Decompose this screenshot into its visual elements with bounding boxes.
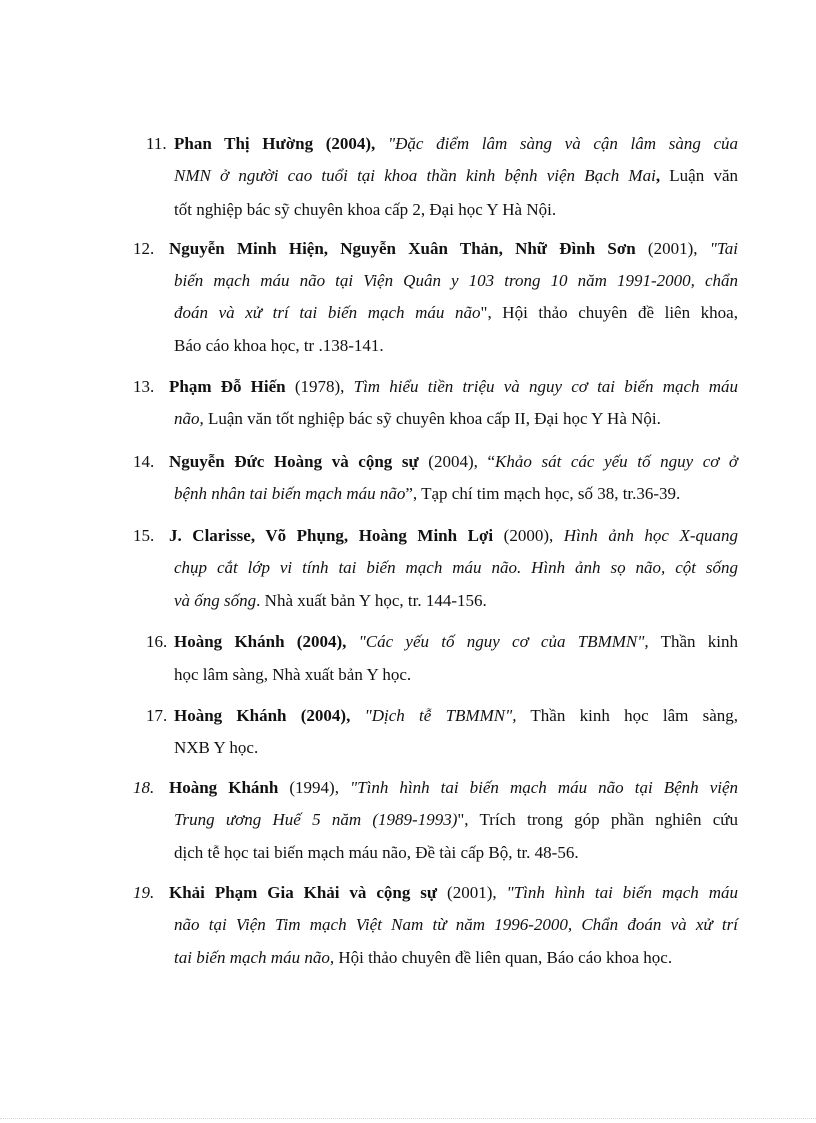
reference-line (174, 631, 738, 653)
reference-authors: Hoàng Khánh (2004), (174, 632, 347, 651)
reference-authors: Nguyễn Minh Hiện, Nguyễn Xuân Thản, Nhữ Đình Sơn (169, 239, 636, 258)
reference-line (174, 842, 579, 864)
reference-title: "Các yếu tố nguy cơ của TBMMN", (358, 632, 649, 651)
reference-title: "Đặc điểm lâm sàng và cận lâm sàng của (387, 134, 739, 153)
reference-number: 17. (146, 706, 168, 725)
reference-line (174, 557, 738, 579)
reference-punct: , (655, 166, 661, 185)
reference-year: (2001), (437, 883, 507, 902)
reference-title: bệnh nhân tai biến mạch máu não (174, 484, 406, 503)
reference-line (169, 525, 738, 547)
reference-line (169, 451, 738, 473)
reference-title: "Dịch tễ TBMMN", (364, 706, 517, 725)
reference-authors: Nguyễn Đức Hoàng và cộng sự (169, 452, 419, 471)
reference-title: NMN ở người cao tuổi tại khoa thần kinh bệnh viện Bạch Mai (174, 166, 656, 185)
reference-line (174, 947, 672, 969)
reference-source: ", Hội thảo chuyên đề liên khoa, (480, 303, 738, 322)
reference-title: biến mạch máu não tại Viện Quân y 103 trong 10 năm 1991-2000, chẩn (174, 271, 738, 290)
reference-title: chụp cắt lớp vi tính tai biến mạch máu não. Hình ảnh sọ não, cột sống (174, 558, 738, 577)
reference-year: (2000), (493, 526, 564, 545)
reference-authors: Hoàng Khánh (2004), (174, 706, 351, 725)
reference-title: Trung ương Huế 5 năm (1989-1993) (174, 810, 458, 829)
page-bottom-divider (0, 1118, 816, 1119)
reference-number: 12. (133, 239, 155, 258)
reference-number: 14. (133, 452, 155, 471)
reference-title: Tìm hiểu tiền triệu và nguy cơ tai biến mạch máu (353, 377, 738, 396)
reference-line (174, 270, 738, 292)
reference-title: đoán và xử trí tai biến mạch máu não (174, 303, 481, 322)
reference-authors: Khải Phạm Gia Khải và cộng sự (169, 883, 438, 902)
reference-line (174, 737, 258, 759)
reference-punct: ", (457, 810, 469, 829)
reference-line (169, 777, 738, 799)
reference-source: Trích trong góp phần nghiên cứu (468, 810, 738, 829)
reference-authors: Phan Thị Hường (2004), (174, 134, 376, 153)
reference-line (174, 590, 487, 612)
reference-source: ”, Tạp chí tim mạch học, số 38, tr.36-39. (405, 484, 681, 503)
reference-line (174, 165, 738, 187)
reference-line (174, 664, 411, 686)
reference-title: Hình ảnh học X-quang (563, 526, 739, 545)
reference-source: Hội thảo chuyên đề liên quan, Báo cáo khoa học. (334, 948, 673, 967)
reference-title: "Tình hình tai biến mạch máu (506, 883, 738, 902)
reference-source: Báo cáo khoa học, tr .138-141. (174, 336, 384, 355)
reference-source: NXB Y học. (174, 738, 259, 757)
reference-line (174, 302, 738, 324)
reference-source: . Nhà xuất bản Y học, tr. 144-156. (256, 591, 487, 610)
reference-line (169, 238, 738, 260)
reference-source: học lâm sàng, Nhà xuất bản Y học. (174, 665, 412, 684)
reference-title: não, (174, 409, 204, 428)
reference-number: 11. (146, 134, 167, 153)
reference-title: Khảo sát các yếu tố nguy cơ ở (495, 452, 738, 471)
reference-title: "Tai (709, 239, 738, 258)
reference-title: tai biến mạch máu não, (174, 948, 335, 967)
reference-number: 19. (133, 883, 155, 902)
reference-line (174, 335, 384, 357)
reference-line (174, 914, 738, 936)
reference-source: Luận văn (660, 166, 738, 185)
reference-source: tốt nghiệp bác sỹ chuyên khoa cấp 2, Đại học Y Hà Nội. (174, 200, 557, 219)
reference-line (174, 408, 661, 430)
reference-title: não tại Viện Tim mạch Việt Nam từ năm 1996-2000, Chẩn đoán và xử trí (174, 915, 738, 934)
reference-year: (1994), (278, 778, 351, 797)
reference-line (174, 809, 738, 831)
reference-year: (2001), (635, 239, 710, 258)
reference-title: và ống sống (174, 591, 257, 610)
reference-authors: Phạm Đỗ Hiến (169, 377, 286, 396)
reference-number: 13. (133, 377, 155, 396)
reference-year: (2004), “ (418, 452, 496, 471)
reference-number: 18. (133, 778, 155, 797)
reference-line (169, 376, 738, 398)
reference-line (174, 133, 738, 155)
reference-title: "Tình hình tai biến mạch máu não tại Bệnh viện (350, 778, 739, 797)
reference-line (174, 199, 556, 221)
reference-line (169, 882, 738, 904)
reference-source: dịch tễ học tai biến mạch máu não, Đề tài cấp Bộ, tr. 48-56. (174, 843, 579, 862)
reference-line (174, 483, 680, 505)
reference-source: Luận văn tốt nghiệp bác sỹ chuyên khoa cấp II, Đại học Y Hà Nội. (203, 409, 661, 428)
reference-line (174, 705, 738, 727)
reference-number: 16. (146, 632, 168, 651)
reference-source: Thần kinh học lâm sàng, (516, 706, 739, 725)
reference-source: Thần kinh (648, 632, 738, 651)
reference-number: 15. (133, 526, 155, 545)
reference-authors: J. Clarisse, Võ Phụng, Hoàng Minh Lợi (169, 526, 494, 545)
reference-year: (1978), (285, 377, 354, 396)
reference-authors: Hoàng Khánh (169, 778, 279, 797)
